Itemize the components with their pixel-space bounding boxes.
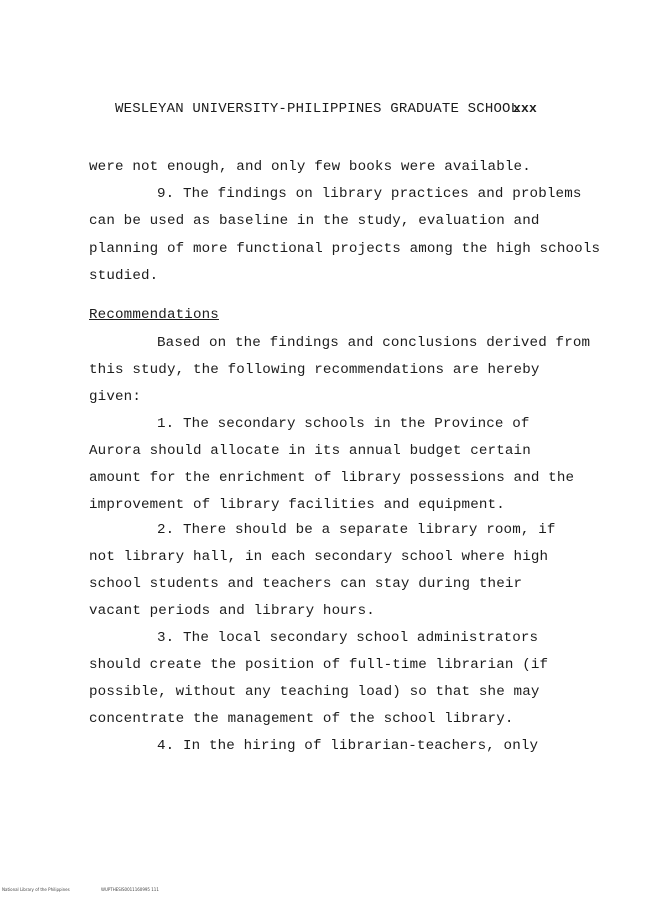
footer-code: WUPTHESIS0011160995 111	[101, 887, 159, 892]
text-line: Based on the findings and conclusions derived from	[157, 335, 591, 351]
text-line: amount for the enrichment of library possessions and the	[89, 470, 575, 486]
scan-footer	[2, 887, 189, 892]
text-line: planning of more functional projects among the high schools	[89, 241, 601, 257]
text-line: 2. There should be a separate library room, if	[157, 522, 556, 538]
page-number: xxx	[513, 101, 538, 116]
text-line: this study, the following recommendations are hereby	[89, 362, 540, 378]
text-line: possible, without any teaching load) so that she may	[89, 684, 540, 700]
section-heading: Recommendations	[89, 307, 219, 323]
text-line: not library hall, in each secondary school where high	[89, 549, 549, 565]
text-line: 3. The local secondary school administrators	[157, 630, 539, 646]
text-line: should create the position of full-time librarian (if	[89, 657, 549, 673]
text-line: Aurora should allocate in its annual budget certain	[89, 443, 531, 459]
page-header	[115, 101, 575, 117]
header-title: WESLEYAN UNIVERSITY-PHILIPPINES GRADUATE SCHOOL	[115, 101, 520, 117]
text-line: 9. The findings on library practices and problems	[157, 186, 582, 202]
text-line: concentrate the management of the school library.	[89, 711, 514, 727]
text-line: given:	[89, 389, 141, 405]
text-line: improvement of library facilities and equipment.	[89, 497, 505, 513]
text-line: vacant periods and library hours.	[89, 603, 375, 619]
text-line: were not enough, and only few books were available.	[89, 159, 531, 175]
text-line: 4. In the hiring of librarian-teachers, only	[157, 738, 539, 754]
text-line: 1. The secondary schools in the Province of	[157, 416, 530, 432]
text-line: school students and teachers can stay during their	[89, 576, 523, 592]
footer-source: National Library of the Philippines	[2, 887, 70, 892]
text-line: studied.	[89, 268, 159, 284]
text-line: can be used as baseline in the study, evaluation and	[89, 213, 540, 229]
